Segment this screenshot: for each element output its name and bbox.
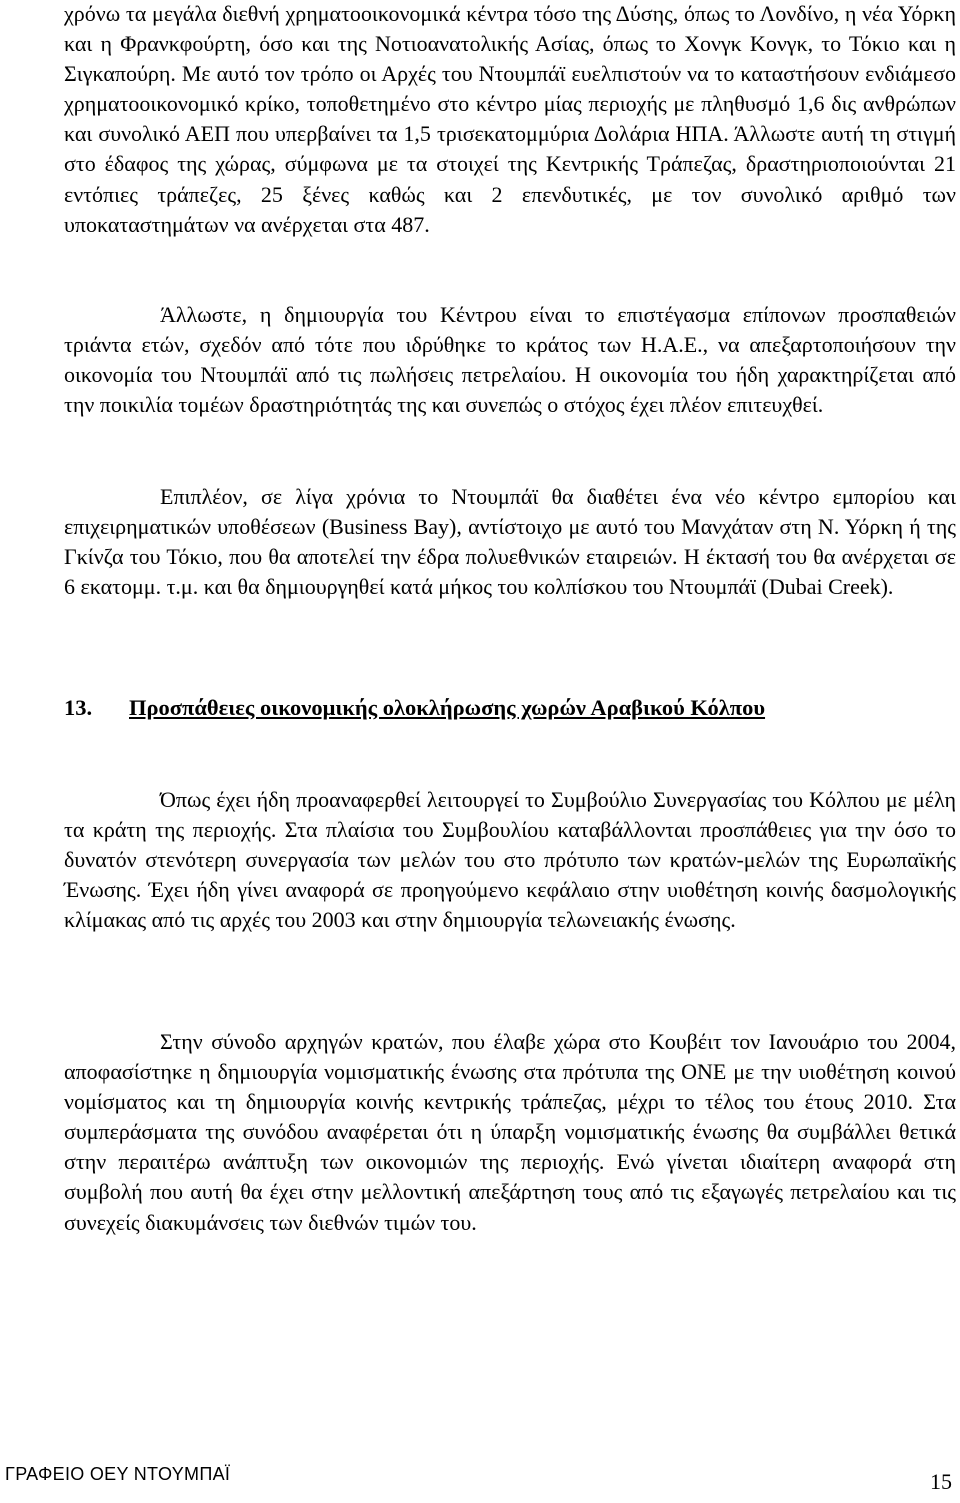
section-title: Προσπάθειες οικονομικής ολοκλήρωσης χωρών Αραβικού Κόλπου: [129, 695, 766, 720]
body-paragraph-5: Στην σύνοδο αρχηγών κρατών, που έλαβε χώρα στο Κουβέιτ τον Ιανουάριο του 2004, αποφασίστηκε η δημιουργία νομισματικής ένωσης στα πρότυπα της ΟΝΕ με την υιοθέτηση κοινού νομίσματος και τη δημιουργία κοινής κεντρικής τράπεζας, μέχρι το τέλος του έτους 2010. Στα συμπεράσματα της συνόδου αναφέρεται ότι η ύπαρξη νομισματικής ένωσης θα συμβάλλει θετικά στην περαιτέρω ανάπτυξη των οικονομιών της περιοχής. Ενώ γίνεται ιδιαίτερη αναφορά στη συμβολή που αυτή θα έχει στην μελλοντική απεξάρτηση τους από τις εξαγωγές πετρελαίου και τις συνεχείς διακυμάνσεις των διεθνών τιμών του.: [64, 1029, 956, 1235]
footer-office-name: ΓΡΑΦΕΙΟ ΟΕΥ ΝΤΟΥΜΠΑΪ: [5, 1464, 231, 1484]
section-heading: [64, 693, 956, 723]
body-paragraph-2: Άλλωστε, η δημιουργία του Κέντρου είναι το επιστέγασμα επίπονων προσπαθειών τριάντα ετών, σχεδόν από τότε που ιδρύθηκε το κράτος των Η.Α.Ε., να απεξαρτοποιήσουν την οικονομία του Ντουμπάϊ από τις πωλήσεις πετρελαίου. Η οικονομία του ήδη χαρακτηρίζεται από την ποικιλία τομέων δραστηριότητάς της και συνεπώς ο στόχος έχει πλέον επιτευχθεί.: [64, 302, 956, 418]
body-paragraph-3: Επιπλέον, σε λίγα χρόνια το Ντουμπάϊ θα διαθέτει ένα νέο κέντρο εμπορίου και επιχειρηματικών υποθέσεων (Business Bay), αντίστοιχο με αυτό του Μανχάταν στη Ν. Υόρκη ή της Γκίνζα του Τόκιο, που θα αποτελεί την έδρα πολυεθνικών εταιρειών. Η έκτασή του θα ανέρχεται σε 6 εκατομμ. τ.μ. και θα δημιουργηθεί κατά μήκος του κολπίσκου του Ντουμπάϊ (Dubai Creek).: [64, 484, 956, 600]
footer-page-number: 15: [930, 1469, 952, 1494]
body-paragraph-1: χρόνω τα μεγάλα διεθνή χρηματοοικονομικά κέντρα τόσο της Δύσης, όπως το Λονδίνο, η νέα Υόρκη και η Φρανκφούρτη, όσο και της Νοτιοανατολικής Ασίας, όπως το Χονγκ Κονγκ, το Τόκιο και η Σιγκαπούρη. Με αυτό τον τρόπο οι Αρχές του Ντουμπάϊ ευελπιστούν να το καταστήσουν ενδιάμεσο χρηματοοικονομικό κρίκο, τοποθετημένο στο κέντρο μίας περιοχής με πληθυσμό 1,6 δις ανθρώπων και συνολικό ΑΕΠ που υπερβαίνει τα 1,5 τρισεκατομμύρια Δολάρια ΗΠΑ. Άλλωστε αυτή τη στιγμή στο έδαφος της χώρας, σύμφωνα με τα στοιχεί της Κεντρικής Τράπεζας, δραστηριοποιούνται 21 εντόπιες τράπεζες, 25 ξένες καθώς και 2 επενδυτικές, με τον συνολικό αριθμό των υποκαταστημάτων να ανέρχεται στα 487.: [64, 1, 956, 237]
body-paragraph-4: Όπως έχει ήδη προαναφερθεί λειτουργεί το Συμβούλιο Συνεργασίας του Κόλπου με μέλη τα κράτη της περιοχής. Στα πλαίσια του Συμβουλίου καταβάλλονται προσπάθειες για την όσο το δυνατόν στενότερη συνεργασία των μελών του στο πρότυπο των κρατών-μελών της Ευρωπαϊκής Ένωσης. Έχει ήδη γίνει αναφορά σε προηγούμενο κεφάλαιο στην υιοθέτηση κοινής δασμολογικής κλίμακας από τις αρχές του 2003 και στην δημιουργία τελωνειακής ένωσης.: [64, 787, 956, 933]
section-number: 13.: [64, 695, 93, 720]
